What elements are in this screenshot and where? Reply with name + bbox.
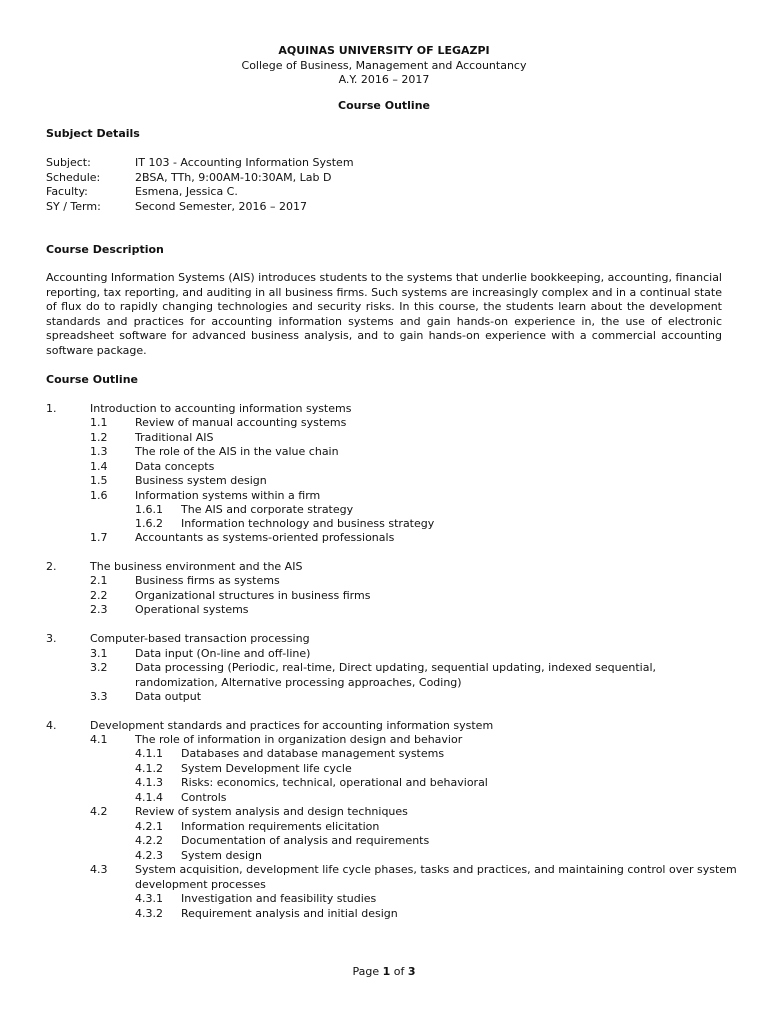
outline-item-text: Accountants as systems-oriented professionals bbox=[135, 531, 395, 544]
subject-label: Subject: bbox=[46, 156, 91, 169]
outline-item-text: Computer-based transaction processing bbox=[90, 632, 310, 645]
course-description-heading: Course Description bbox=[46, 243, 164, 256]
page-footer bbox=[0, 965, 768, 978]
outline-item-number: 4.3.1 bbox=[135, 892, 163, 905]
outline-item-text: The role of information in organization design and behavior bbox=[135, 733, 463, 746]
outline-item-text: Data concepts bbox=[135, 460, 215, 473]
of-word: of bbox=[393, 965, 405, 978]
outline-item-number: 1.1 bbox=[90, 416, 108, 429]
outline-item-text: The business environment and the AIS bbox=[90, 560, 303, 573]
outline-item-text: System acquisition, development life cycle phases, tasks and practices, and maintaining control over system bbox=[135, 863, 737, 876]
outline-item-number: 1.3 bbox=[90, 445, 108, 458]
outline-item-text: System Development life cycle bbox=[181, 762, 352, 775]
outline-item-text: Information technology and business strategy bbox=[181, 517, 435, 530]
outline-item-number: 4.2.2 bbox=[135, 834, 163, 847]
outline-item-number: 2. bbox=[46, 560, 57, 573]
faculty-label: Faculty: bbox=[46, 185, 88, 198]
outline-item-text: Operational systems bbox=[135, 603, 249, 616]
outline-item-text: Information requirements elicitation bbox=[181, 820, 380, 833]
course-description-text bbox=[46, 271, 722, 358]
outline-item-text: Introduction to accounting information systems bbox=[90, 402, 352, 415]
outline-item-number: 4.1.2 bbox=[135, 762, 163, 775]
schedule-value: 2BSA, TTh, 9:00AM-10:30AM, Lab D bbox=[135, 171, 332, 184]
outline-item-number: 2.1 bbox=[90, 574, 108, 587]
outline-item-number: 3.3 bbox=[90, 690, 108, 703]
outline-item-text: Databases and database management systems bbox=[181, 747, 445, 760]
outline-item-text: Data input (On-line and off-line) bbox=[135, 647, 311, 660]
outline-item-text: Documentation of analysis and requirements bbox=[181, 834, 430, 847]
outline-item-number: 1.6.1 bbox=[135, 503, 163, 516]
term-label: SY / Term: bbox=[46, 200, 101, 213]
outline-item-text: development processes bbox=[135, 878, 266, 891]
course-description-paragraph: Accounting Information Systems (AIS) introduces students to the systems that underlie bookkeeping, accounting, financial reporting, tax reporting, and auditing in all business firms. Such systems are increasingly complex and in a continual state of flux do to rapidly changing technologies and security risks. In this course, the students learn about the development standards and practices for accounting information systems and gain hands-on experience in, the use of electronic spreadsheet software for advanced business analysis, and to gain hands-on experience with a commercial accounting software package. bbox=[46, 271, 722, 357]
outline-item-text: The AIS and corporate strategy bbox=[181, 503, 354, 516]
academic-year: A.Y. 2016 – 2017 bbox=[338, 73, 430, 86]
outline-item-text: randomization, Alternative processing approaches, Coding) bbox=[135, 676, 462, 689]
outline-item-number: 4.3 bbox=[90, 863, 108, 876]
outline-item-number: 4. bbox=[46, 719, 57, 732]
outline-item-number: 4.2 bbox=[90, 805, 108, 818]
outline-item-number: 1.6 bbox=[90, 489, 108, 502]
outline-item-number: 4.1.4 bbox=[135, 791, 163, 804]
outline-item-text: Controls bbox=[181, 791, 227, 804]
outline-item-text: Traditional AIS bbox=[135, 431, 214, 444]
outline-item-number: 2.2 bbox=[90, 589, 108, 602]
outline-item-number: 3.1 bbox=[90, 647, 108, 660]
outline-item-text: Business system design bbox=[135, 474, 267, 487]
page-current: 1 bbox=[382, 965, 391, 978]
outline-item-number: 4.2.3 bbox=[135, 849, 163, 862]
outline-item-text: The role of the AIS in the value chain bbox=[135, 445, 339, 458]
page-total: 3 bbox=[407, 965, 416, 978]
outline-item-text: Development standards and practices for accounting information system bbox=[90, 719, 494, 732]
outline-item-text: Business firms as systems bbox=[135, 574, 280, 587]
outline-item-text: Information systems within a firm bbox=[135, 489, 321, 502]
course-outline-heading: Course Outline bbox=[46, 373, 138, 386]
outline-item-text: Requirement analysis and initial design bbox=[181, 907, 398, 920]
outline-item-number: 2.3 bbox=[90, 603, 108, 616]
term-value: Second Semester, 2016 – 2017 bbox=[135, 200, 308, 213]
outline-item-number: 1.5 bbox=[90, 474, 108, 487]
schedule-label: Schedule: bbox=[46, 171, 101, 184]
outline-item-text: Data output bbox=[135, 690, 202, 703]
outline-item-number: 4.2.1 bbox=[135, 820, 163, 833]
page-word: Page bbox=[352, 965, 380, 978]
outline-item-number: 4.3.2 bbox=[135, 907, 163, 920]
outline-item-number: 3. bbox=[46, 632, 57, 645]
outline-item-text: Risks: economics, technical, operational and behavioral bbox=[181, 776, 488, 789]
outline-item-number: 1.2 bbox=[90, 431, 108, 444]
outline-item-number: 1. bbox=[46, 402, 57, 415]
subject-details-heading: Subject Details bbox=[46, 127, 140, 140]
outline-item-text: Review of manual accounting systems bbox=[135, 416, 347, 429]
outline-item-text: Investigation and feasibility studies bbox=[181, 892, 377, 905]
outline-item-number: 1.7 bbox=[90, 531, 108, 544]
faculty-value: Esmena, Jessica C. bbox=[135, 185, 238, 198]
college-name: College of Business, Management and Accountancy bbox=[241, 59, 527, 72]
outline-item-number: 4.1.1 bbox=[135, 747, 163, 760]
outline-item-text: Data processing (Periodic, real-time, Direct updating, sequential updating, indexed sequential, bbox=[135, 661, 657, 674]
university-name: AQUINAS UNIVERSITY OF LEGAZPI bbox=[278, 44, 490, 57]
outline-item-number: 3.2 bbox=[90, 661, 108, 674]
subject-value: IT 103 - Accounting Information System bbox=[135, 156, 354, 169]
outline-item-number: 4.1.3 bbox=[135, 776, 163, 789]
outline-item-text: Review of system analysis and design techniques bbox=[135, 805, 408, 818]
outline-item-number: 1.6.2 bbox=[135, 517, 163, 530]
outline-item-text: System design bbox=[181, 849, 263, 862]
outline-item-text: Organizational structures in business firms bbox=[135, 589, 371, 602]
document-title: Course Outline bbox=[338, 99, 430, 112]
outline-item-number: 1.4 bbox=[90, 460, 108, 473]
outline-item-number: 4.1 bbox=[90, 733, 108, 746]
